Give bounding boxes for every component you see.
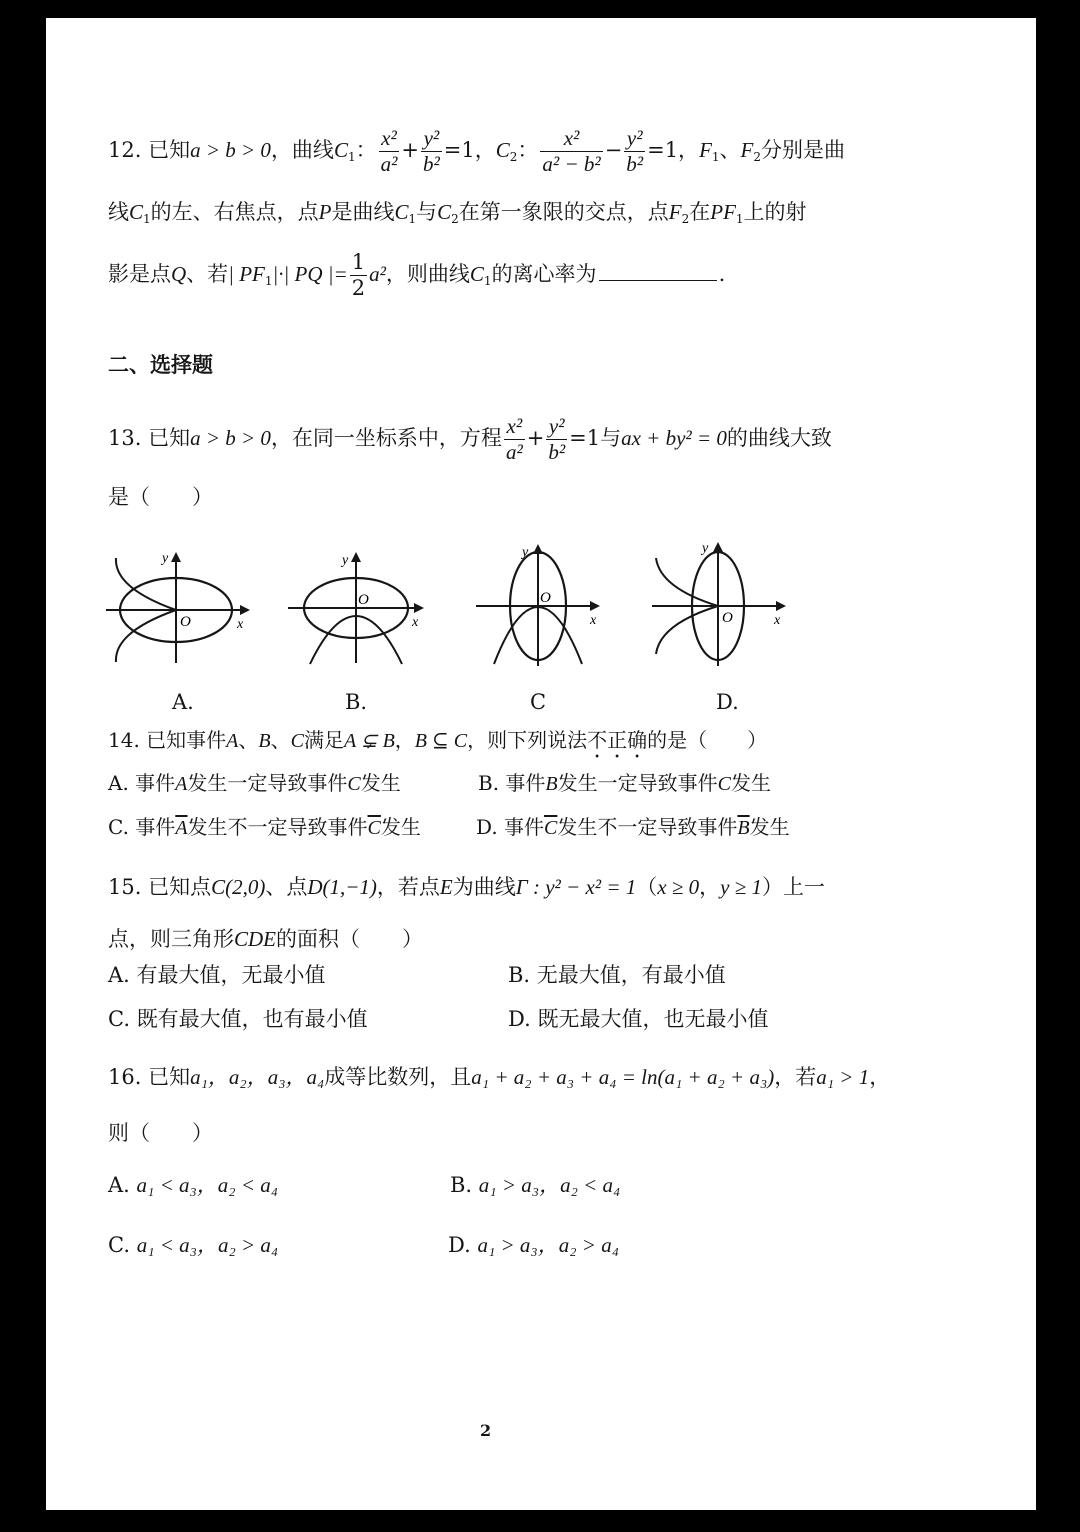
option-text: a₁ > a₃，a₂ < a₄ — [478, 1173, 621, 1197]
text: 发生不一定导致事件 — [557, 815, 738, 839]
math: B — [545, 773, 558, 795]
origin-label: O — [722, 610, 733, 626]
math: F — [699, 138, 712, 162]
text: （ — [636, 875, 658, 899]
numerator: y² — [546, 416, 567, 440]
q12-line1 — [108, 128, 845, 175]
math: P — [318, 200, 332, 224]
text: 事件 — [505, 771, 546, 795]
text: ： — [355, 138, 377, 162]
text: ，则下列说法 — [467, 728, 588, 752]
option-text: a₁ < a₃，a₂ > a₄ — [136, 1233, 279, 1257]
numerator: x² — [379, 128, 400, 152]
math: C — [129, 200, 144, 224]
subscript: 1 — [408, 212, 417, 226]
origin-label: O — [358, 592, 369, 608]
q16-line1 — [108, 1062, 890, 1092]
figure-label-a: A. — [172, 690, 194, 714]
q15-option-a[interactable] — [108, 960, 326, 990]
text: 满足 — [303, 728, 344, 752]
q16-option-d[interactable] — [448, 1230, 619, 1260]
subscript: 2 — [451, 212, 459, 226]
text: 、 — [270, 728, 291, 752]
text: ，若 — [774, 1065, 817, 1089]
option-label: A. — [108, 771, 129, 795]
figure-option-b[interactable] — [286, 548, 436, 668]
q14-option-a[interactable] — [108, 768, 401, 799]
q13-line2: 是（ ） — [108, 485, 213, 509]
math: C — [469, 262, 484, 286]
math: F — [740, 138, 754, 162]
math: C — [333, 138, 348, 162]
q13-line1 — [108, 416, 832, 463]
text: =1与 — [569, 426, 622, 450]
denominator: a² — [380, 152, 398, 176]
option-label: B. — [450, 1173, 473, 1197]
math: C — [290, 730, 304, 752]
math: B — [258, 730, 271, 752]
fraction — [624, 128, 645, 175]
axis-label-x: x — [412, 615, 419, 630]
math: $\overline{C}$ — [544, 817, 558, 839]
text: 的是（ ） — [647, 728, 768, 752]
numerator: y² — [421, 128, 442, 152]
option-text: a₁ > a₃，a₂ > a₄ — [477, 1233, 619, 1257]
text: + — [526, 426, 545, 450]
figure-label-d: D. — [716, 690, 739, 714]
text: ，若点 — [376, 875, 440, 899]
option-label: A. — [108, 963, 130, 987]
q16-line2: 则（ ） — [108, 1121, 213, 1145]
text: 成等比数列，且 — [324, 1065, 472, 1089]
q15-option-d[interactable] — [508, 1004, 768, 1034]
text: 、 — [238, 728, 259, 752]
text: ： — [517, 138, 539, 162]
text: 、若 — [186, 262, 229, 286]
option-label: A. — [108, 1173, 130, 1197]
denominator: a² — [505, 440, 523, 464]
question-number: 14. — [108, 728, 140, 752]
fraction — [540, 128, 602, 175]
denominator: b² — [423, 152, 440, 176]
subscript: 2 — [753, 150, 761, 164]
fraction — [546, 416, 567, 463]
text: 是曲线 — [331, 200, 395, 224]
text: ，则曲线 — [385, 262, 470, 286]
q14-option-c[interactable] — [108, 812, 421, 843]
math: $\overline{B}$ — [737, 817, 750, 839]
origin-label: O — [540, 590, 551, 606]
text: . — [718, 262, 726, 286]
option-label: B. — [508, 963, 531, 987]
x-arrow-icon — [240, 605, 250, 615]
text: 的曲线大致 — [726, 426, 832, 450]
subscript: 1 — [735, 212, 744, 226]
text: ， — [869, 1065, 891, 1089]
text: − — [604, 138, 623, 162]
text: 已知 — [148, 138, 191, 162]
text: 事件 — [135, 815, 176, 839]
q15-line2 — [108, 924, 423, 954]
text: 发生 — [360, 771, 401, 795]
math: B ⊆ C — [414, 730, 468, 752]
text: =1， — [647, 138, 700, 162]
math: a₁ + a₂ + a₃ + a₄ = ln(a₁ + a₂ + a₃) — [471, 1065, 775, 1089]
math: A — [175, 773, 188, 795]
denominator: b² — [626, 152, 644, 176]
option-label: B. — [478, 771, 500, 795]
axis-label-y: y — [162, 551, 169, 566]
axis-label-x: x — [237, 617, 244, 632]
numerator: x² — [504, 416, 525, 440]
text: 为曲线 — [452, 875, 516, 899]
text: 已知 — [148, 426, 191, 450]
emphasized-text: 不正确 — [587, 728, 648, 752]
axis-label-y: y — [522, 545, 529, 560]
y-arrow-icon — [171, 552, 181, 562]
text: ）上一 — [761, 875, 825, 899]
denominator: 2 — [351, 276, 366, 300]
q15-option-b[interactable] — [508, 960, 726, 990]
subscript: 2 — [509, 150, 518, 164]
math: Γ : y² − x² = 1 — [515, 875, 637, 899]
answer-blank[interactable] — [599, 262, 717, 281]
text: 事件 — [504, 815, 545, 839]
math: a₁，a₂，a₃，a₄ — [190, 1065, 325, 1089]
figure-option-a[interactable] — [104, 548, 254, 668]
text: ，在同一坐标系中，方程 — [270, 426, 502, 450]
q16-option-b[interactable] — [450, 1170, 620, 1200]
text: 的面积（ ） — [276, 927, 423, 951]
fraction — [350, 252, 367, 299]
axis-label-y: y — [702, 541, 709, 556]
text: 、 — [719, 138, 741, 162]
option-text: a₁ < a₃，a₂ < a₄ — [136, 1173, 279, 1197]
subscript: 1 — [347, 150, 356, 164]
text: 点，则三角形 — [108, 927, 234, 951]
math: A — [226, 730, 239, 752]
q15-line1 — [108, 872, 825, 902]
text: + — [401, 138, 419, 162]
q14-option-d[interactable] — [476, 812, 790, 843]
option-text: 既无最大值，也无最小值 — [537, 1007, 769, 1031]
axis-label-y: y — [342, 553, 349, 568]
question-number: 16. — [108, 1065, 142, 1089]
math: a² — [369, 262, 386, 286]
fraction — [504, 416, 525, 463]
math: C — [347, 773, 361, 795]
x-arrow-icon — [414, 603, 424, 613]
math: $\overline{C}$ — [367, 817, 381, 839]
text: 线 — [108, 200, 129, 224]
numerator: y² — [624, 128, 645, 152]
exam-page — [46, 18, 1036, 1510]
math: $\overline{A}$ — [175, 817, 188, 839]
option-label: D. — [448, 1233, 471, 1257]
section-heading: 二、选择题 — [108, 353, 213, 377]
math: Q — [171, 262, 187, 286]
numerator: 1 — [351, 250, 366, 274]
math: D(1,−1) — [307, 875, 377, 899]
math: a₁ > 1 — [816, 1065, 870, 1089]
question-number: 15. — [108, 875, 142, 899]
text: 发生 — [749, 815, 790, 839]
text: 在 — [689, 200, 711, 224]
denominator: b² — [548, 440, 566, 464]
text: ， — [394, 728, 415, 752]
math: C — [437, 200, 452, 224]
text: 已知点 — [148, 875, 212, 899]
numerator: x² — [540, 128, 602, 152]
text: 发生不一定导致事件 — [187, 815, 368, 839]
math: C — [717, 773, 731, 795]
text: 的离心率为 — [491, 262, 597, 286]
math: PF — [710, 200, 736, 224]
fraction — [379, 128, 400, 175]
math: A ⊊ B — [343, 730, 395, 752]
axis-label-x: x — [774, 613, 781, 628]
math: C(2,0) — [211, 875, 266, 899]
subscript: 1 — [264, 274, 273, 288]
math: E — [439, 875, 453, 899]
math: C — [495, 138, 510, 162]
text: 已知事件 — [146, 728, 227, 752]
q14-stem — [108, 725, 767, 763]
subscript: 2 — [681, 212, 690, 226]
text: 影是点 — [108, 262, 171, 286]
x-arrow-icon — [590, 601, 600, 611]
math: C — [394, 200, 409, 224]
option-label: D. — [508, 1007, 531, 1031]
text: ， — [699, 875, 721, 899]
figure-label-b: B. — [345, 690, 368, 714]
y-arrow-icon — [351, 552, 361, 562]
text: 事件 — [135, 771, 176, 795]
q12-line3 — [108, 252, 725, 299]
subscript: 1 — [143, 212, 151, 226]
page-number: 2 — [480, 1421, 492, 1440]
denominator: a² − b² — [542, 152, 601, 176]
option-label: C. — [108, 1007, 130, 1031]
text: 发生一定导致事件 — [557, 771, 718, 795]
option-text: 有最大值，无最小值 — [136, 963, 326, 987]
q16-option-a[interactable] — [108, 1170, 278, 1200]
math: a > b > 0 — [190, 426, 271, 450]
fraction — [421, 128, 442, 175]
subscript: 1 — [711, 150, 720, 164]
x-arrow-icon — [776, 601, 786, 611]
option-text: 既有最大值，也有最小值 — [136, 1007, 368, 1031]
text: ，曲线 — [270, 138, 334, 162]
figure-label-c: C — [530, 690, 547, 714]
text: =1， — [443, 138, 496, 162]
subscript: 1 — [483, 274, 492, 288]
text: 发生 — [730, 771, 771, 795]
axis-label-x: x — [590, 613, 597, 628]
y-arrow-icon — [713, 542, 723, 552]
option-label: D. — [476, 815, 498, 839]
math: F — [668, 200, 682, 224]
text: 的左、右焦点，点 — [150, 200, 319, 224]
text: 上的射 — [743, 200, 807, 224]
math: | PF — [228, 262, 265, 286]
option-label: C. — [108, 1233, 130, 1257]
option-label: C. — [108, 815, 129, 839]
question-number: 12. — [108, 138, 142, 162]
figure-option-c[interactable] — [474, 540, 609, 670]
math: CDE — [234, 927, 276, 951]
q12-line2 — [108, 197, 807, 234]
text: 发生一定导致事件 — [187, 771, 348, 795]
math: y ≥ 1 — [720, 875, 762, 899]
text: 已知 — [148, 1065, 191, 1089]
q14-option-b[interactable] — [478, 768, 771, 799]
figure-option-d[interactable] — [650, 538, 795, 670]
math: ax + by² = 0 — [621, 426, 727, 450]
origin-label: O — [180, 614, 191, 630]
question-number: 13. — [108, 426, 142, 450]
text: 、点 — [265, 875, 308, 899]
math: a > b > 0 — [190, 138, 271, 162]
math: |·| PQ |= — [272, 262, 348, 286]
text: 发生 — [380, 815, 421, 839]
q16-option-c[interactable] — [108, 1230, 278, 1260]
q15-option-c[interactable] — [108, 1004, 368, 1034]
math: x ≥ 0 — [657, 875, 700, 899]
text: 分别是曲 — [761, 138, 845, 162]
text: 与 — [416, 200, 438, 224]
option-text: 无最大值，有最小值 — [536, 963, 726, 987]
text: 在第一象限的交点，点 — [458, 200, 669, 224]
